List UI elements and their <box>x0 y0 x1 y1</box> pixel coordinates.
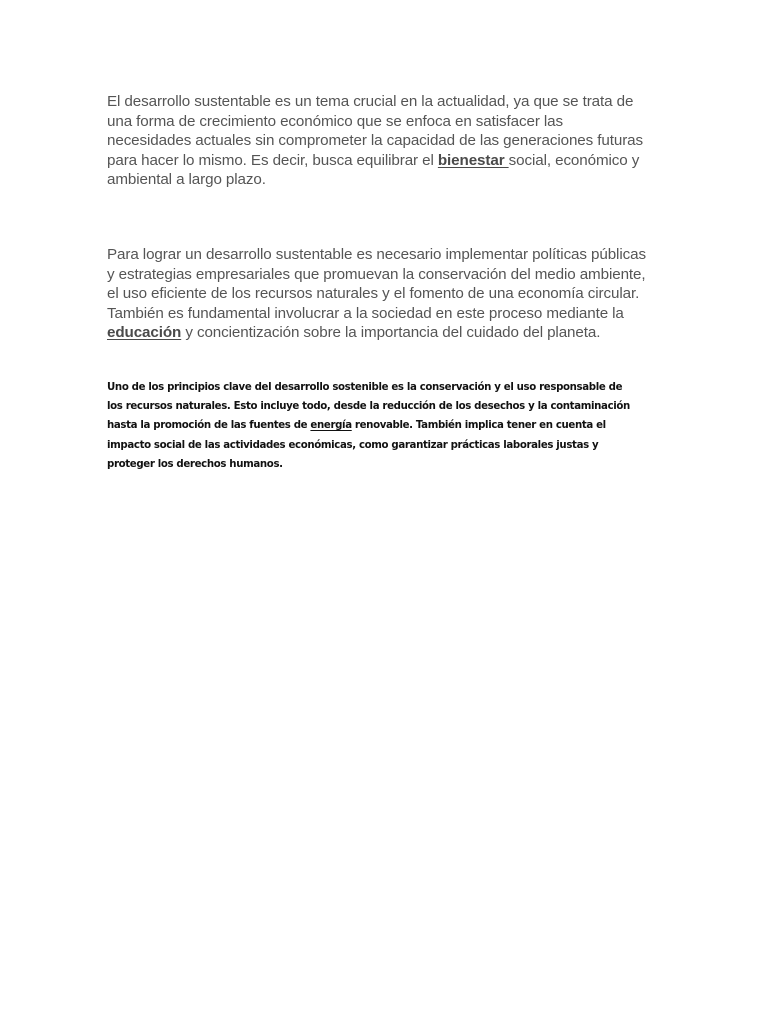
educacion-link[interactable]: educación <box>107 324 182 341</box>
paragraph-strategies <box>107 245 647 343</box>
paragraph-intro-text-start: El desarrollo sustentable es un tema crucial en la actualidad, ya que se trata de una forma de crecimiento económico que se enfoca en satisfacer las necesidades actuales sin comprometer la capacidad de las generaciones futuras para hacer lo mismo. Es decir, busca equilibrar el <box>107 93 643 169</box>
paragraph-strategies-text-start: Para lograr un desarrollo sustentable es necesario implementar políticas públicas y estrategias empresariales que promuevan la conservación del medio ambiente, el uso eficiente de los recursos naturales y el fomento de una economía circular. También es fundamental involucrar a la sociedad en este proceso mediante la <box>107 246 646 322</box>
paragraph-intro-text-end: social, económico y ambiental a largo plazo. <box>107 151 640 188</box>
energia-link[interactable]: energía <box>310 420 352 432</box>
paragraph-principles <box>107 378 637 474</box>
bienestar-link[interactable]: bienestar <box>437 151 509 169</box>
paragraph-principles-text-end: renovable. También implica tener en cuenta el impacto social de las actividades económicas, como garantizar prácticas laborales justas y proteger los derechos humanos. <box>107 420 606 470</box>
paragraph-strategies-text-end: y concientización sobre la importancia del cuidado del planeta. <box>181 324 601 341</box>
paragraph-intro <box>107 92 647 190</box>
paragraph-principles-text-start: Uno de los principios clave del desarrollo sostenible es la conservación y el uso responsable de los recursos naturales. Esto incluye todo, desde la reducción de los desechos y la contaminación hasta la promoción de las fuentes de <box>107 382 630 432</box>
